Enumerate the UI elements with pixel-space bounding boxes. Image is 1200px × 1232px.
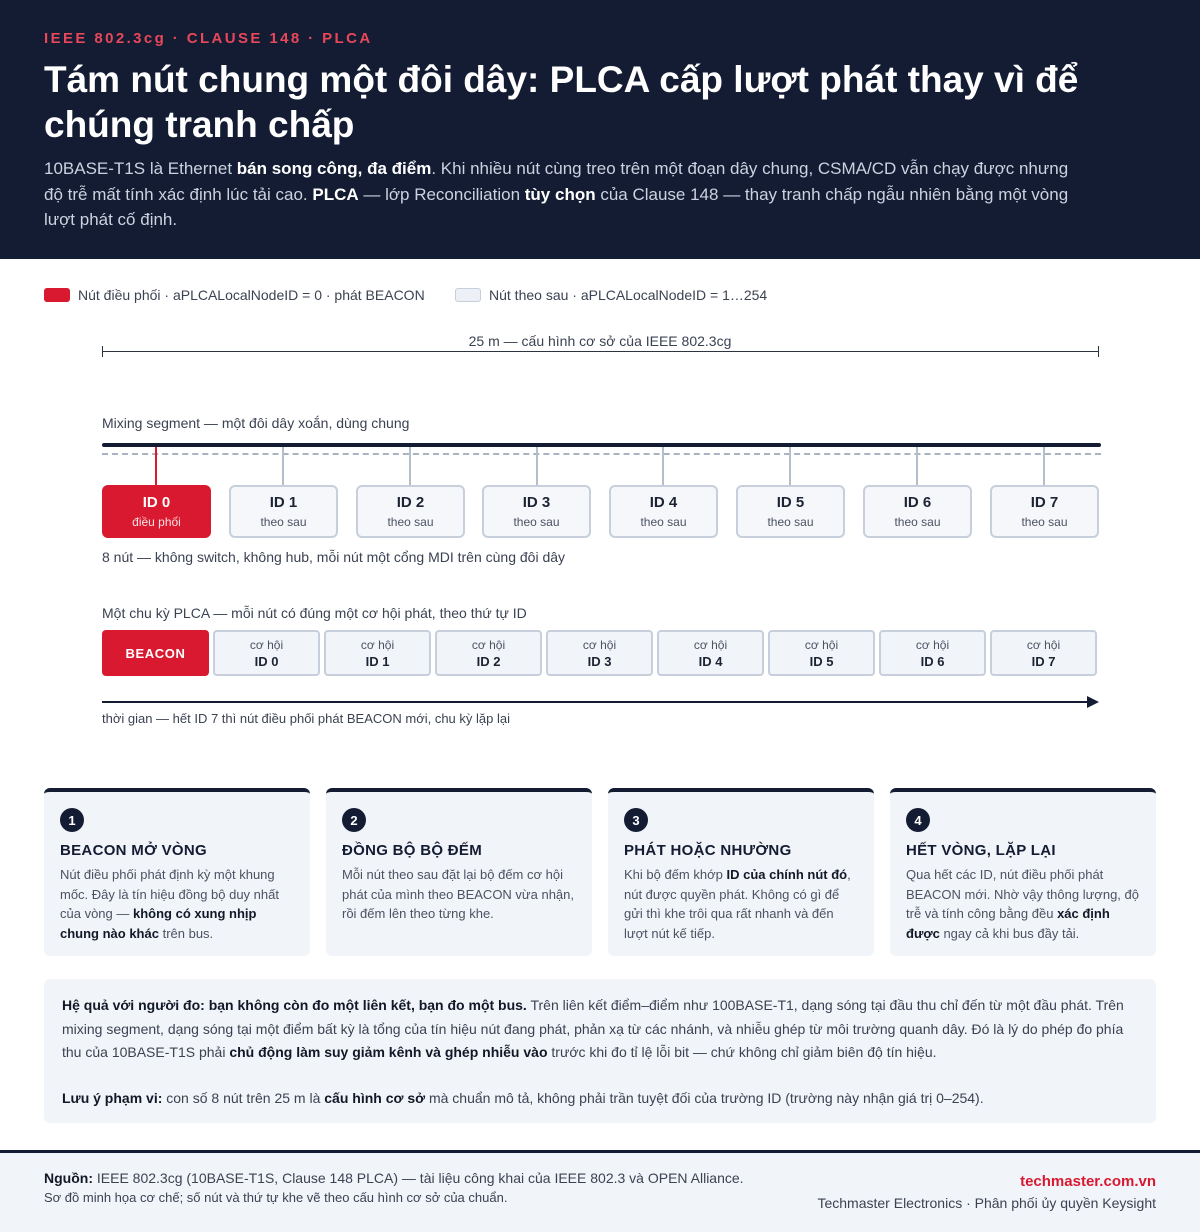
legend-coordinator: Nút điều phối · aPLCALocalNodeID = 0 · phát BEACON xyxy=(44,287,425,303)
consequence-note xyxy=(44,979,1156,1123)
slot-id-2: cơ hội ID 2 xyxy=(435,630,542,676)
node-id-3: ID 3 theo sau xyxy=(482,485,591,538)
node-id-5: ID 5 theo sau xyxy=(736,485,845,538)
note-paragraph-2: Lưu ý phạm vi: con số 8 nút trên 25 m là cấu hình cơ sở mà chuẩn mô tả, không phải trần tuyệt đối của trường ID (trường này nhận giá trị 0–254). xyxy=(62,1089,984,1106)
beacon-slot: BEACON xyxy=(102,630,209,676)
footer-disclaimer: Sơ đồ minh họa cơ chế; số nút và thứ tự khe vẽ theo cấu hình cơ sở của chuẩn. xyxy=(44,1190,508,1205)
drop-line xyxy=(916,447,918,485)
slot-id-3: cơ hội ID 3 xyxy=(546,630,653,676)
step-body: Mỗi nút theo sau đặt lại bộ đếm cơ hội phát của mình theo BEACON vừa nhận, rồi đếm lên theo từng khe. xyxy=(342,867,575,921)
shared-bus xyxy=(102,443,1101,447)
length-dimension-line xyxy=(102,351,1099,352)
step-number-badge: 2 xyxy=(342,808,366,832)
step-number-badge: 4 xyxy=(906,808,930,832)
step-body: Nút điều phối phát định kỳ một khung mốc. Đây là tín hiệu đồng bộ duy nhất của vòng — không có xung nhịp chung nào khác trên bus. xyxy=(60,867,279,941)
step-number-badge: 3 xyxy=(624,808,648,832)
slot-id-0: cơ hội ID 0 xyxy=(213,630,320,676)
node-id-0: ID 0 điều phối xyxy=(102,485,211,538)
step-card-1 xyxy=(44,788,310,956)
step-title: BEACON MỞ VÒNG xyxy=(60,842,208,859)
node-id-6: ID 6 theo sau xyxy=(863,485,972,538)
bus-dashed-line xyxy=(102,453,1101,455)
node-id-2: ID 2 theo sau xyxy=(356,485,465,538)
arrow-right-icon xyxy=(1087,696,1099,708)
drop-line xyxy=(1043,447,1045,485)
step-number-badge: 1 xyxy=(60,808,84,832)
nodes-caption: 8 nút — không switch, không hub, mỗi nút một cổng MDI trên cùng đôi dây xyxy=(102,549,566,565)
slot-id-6: cơ hội ID 6 xyxy=(879,630,986,676)
step-card-3 xyxy=(608,788,874,956)
step-card-4 xyxy=(890,788,1156,956)
drop-line xyxy=(536,447,538,485)
step-body: Khi bộ đếm khớp ID của chính nút đó, nút được quyền phát. Không có gì để gửi thì khe trôi qua rất nhanh và đến lượt nút kế tiếp. xyxy=(624,867,851,941)
intro-text: 10BASE-T1S là Ethernet bán song công, đa điểm. Khi nhiều nút cùng treo trên một đoạn dây chung, CSMA/CD vẫn chạy được nhưng độ trễ mất tính xác định lúc tải cao. PLCA — lớp Reconciliation tùy chọn của Clause 148 — thay tranh chấp ngẫu nhiên bằng một vòng lượt phát cố định. xyxy=(44,159,1069,229)
step-title: PHÁT HOẶC NHƯỜNG xyxy=(624,842,792,859)
dimension-tick-right xyxy=(1098,346,1099,357)
footer-source: Nguồn: IEEE 802.3cg (10BASE-T1S, Clause 148 PLCA) — tài liệu công khai của IEEE 802.3 và OPEN Alliance. xyxy=(44,1170,744,1186)
legend-swatch-follower xyxy=(455,288,481,302)
page-title: Tám nút chung một đôi dây: PLCA cấp lượt phát thay vì để chúng tranh chấp xyxy=(44,59,1079,145)
segment-label: Mixing segment — một đôi dây xoắn, dùng chung xyxy=(102,415,410,431)
slot-id-1: cơ hội ID 1 xyxy=(324,630,431,676)
node-id-4: ID 4 theo sau xyxy=(609,485,718,538)
drop-line xyxy=(282,447,284,485)
legend-follower: Nút theo sau · aPLCALocalNodeID = 1…254 xyxy=(455,287,767,303)
drop-line xyxy=(155,447,157,485)
node-id-1: ID 1 theo sau xyxy=(229,485,338,538)
footer xyxy=(0,1150,1200,1232)
note-paragraph-1: Hệ quả với người đo: bạn không còn đo một liên kết, bạn đo một bus. Trên liên kết điểm–điểm như 100BASE-T1, dạng sóng tại đầu thu chỉ đến từ một đầu phát. Trên mixing segment, dạng sóng tại một điểm bất kỳ là tổng của tín hiệu nút đang phát, phản xạ từ các nhánh, và nhiễu ghép từ môi trường quanh dây. Đó là lý do phép đo phía thu của 10BASE-T1S phải chủ động làm suy giảm kênh và ghép nhiễu vào trước khi đo tỉ lệ lỗi bit — chứ không chỉ giảm biên độ tín hiệu. xyxy=(62,997,1124,1060)
drop-line xyxy=(662,447,664,485)
brand-subtitle: Techmaster Electronics · Phân phối ủy quyền Keysight xyxy=(817,1195,1156,1211)
time-caption: thời gian — hết ID 7 thì nút điều phối phát BEACON mới, chu kỳ lặp lại xyxy=(102,711,510,726)
slot-id-7: cơ hội ID 7 xyxy=(990,630,1097,676)
legend-swatch-coordinator xyxy=(44,288,70,302)
time-axis xyxy=(102,701,1090,703)
brand-link[interactable]: techmaster.com.vn xyxy=(1020,1173,1156,1190)
length-label: 25 m — cấu hình cơ sở của IEEE 802.3cg xyxy=(468,333,732,349)
step-card-2 xyxy=(326,788,592,956)
header xyxy=(0,0,1200,259)
step-title: ĐỒNG BỘ BỘ ĐẾM xyxy=(342,842,483,859)
cycle-label: Một chu kỳ PLCA — mỗi nút có đúng một cơ hội phát, theo thứ tự ID xyxy=(102,605,527,621)
drop-line xyxy=(789,447,791,485)
dimension-tick-left xyxy=(102,346,103,357)
step-body: Qua hết các ID, nút điều phối phát BEACON mới. Nhờ vậy thông lượng, độ trễ và tính công bằng đều xác định được ngay cả khi bus đầy tải. xyxy=(906,867,1139,941)
slot-id-4: cơ hội ID 4 xyxy=(657,630,764,676)
slot-id-5: cơ hội ID 5 xyxy=(768,630,875,676)
kicker: IEEE 802.3cg · CLAUSE 148 · PLCA xyxy=(44,30,373,47)
step-title: HẾT VÒNG, LẶP LẠI xyxy=(906,842,1056,859)
drop-line xyxy=(409,447,411,485)
node-id-7: ID 7 theo sau xyxy=(990,485,1099,538)
